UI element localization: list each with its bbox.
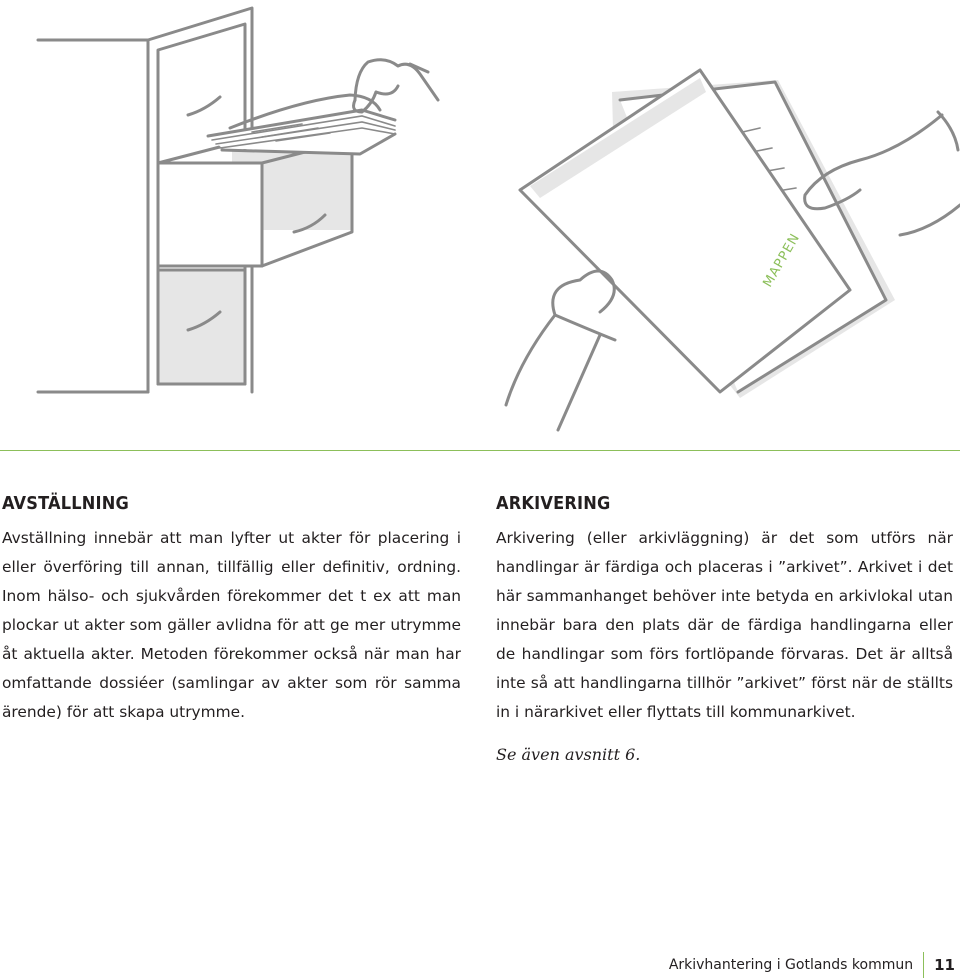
filing-cabinet-drawing bbox=[38, 8, 352, 392]
footer-divider bbox=[923, 952, 924, 978]
page-footer bbox=[669, 952, 955, 978]
arkivering-heading: ARKIVERING bbox=[496, 493, 611, 514]
arkivering-paragraph: Arkivering (eller arkivläggning) är det som utförs när handlingar är färdiga och placeras i ”arkivet”. Arkivet i det här sammanhanget behöver inte betyda en arkivlokal utan innebär bara den plats där de färdiga handlingarna eller de handlingar som förs fortlöpande förvaras. Det är alltså inte så att handlingarna tillhör ”arkivet” först när de ställts in i närarkivet eller flyttats till kommunarkivet. bbox=[496, 529, 953, 721]
avstallning-paragraph: Avställning innebär att man lyfter ut akter för placering i eller överföring till annan, tillfällig eller definitiv, ordning. Inom hälso- och sjukvården förekommer det t ex att man plockar ut akter som gäller avlidna för att ge mer utrymme åt aktuella akter. Metoden förekommer också när man har omfattande dossiéer (samlingar av akter som rör samma ärende) för att skapa utrymme. bbox=[2, 529, 461, 721]
see-also-reference: Se även avsnitt 6. bbox=[496, 745, 641, 764]
hand-lifting-drawing bbox=[354, 60, 438, 112]
footer-title: Arkivhantering i Gotlands kommun bbox=[668, 957, 914, 973]
folder-label: MAPPEN bbox=[760, 230, 804, 290]
avstallning-heading: AVSTÄLLNING bbox=[2, 493, 129, 514]
section-divider bbox=[0, 450, 960, 451]
illustration bbox=[0, 0, 960, 440]
folders-drawing bbox=[520, 70, 895, 398]
page-number: 11 bbox=[934, 956, 955, 974]
